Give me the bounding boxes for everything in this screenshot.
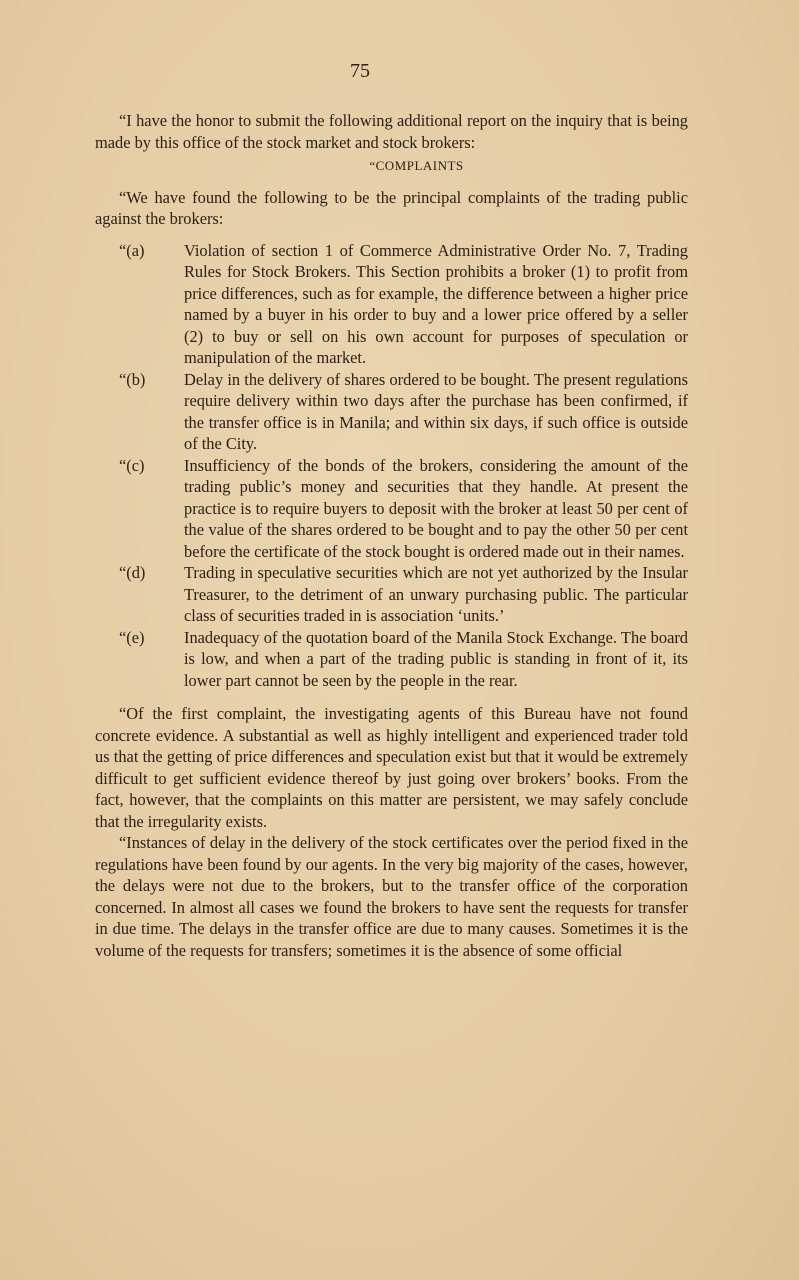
list-item-text: Inadequacy of the quotation board of the Manila Stock Exchange. The board is low, and when a part of the trading public is standing in front of it, its lower part cannot be seen by the people in the rear. [184,627,688,690]
section-heading: “COMPLAINTS [369,158,464,173]
intro-paragraph: “I have the honor to submit the following additional report on the inquiry that is being made by this office of the stock market and stock brokers: [95,111,688,152]
list-item-text: Insufficiency of the bonds of the brokers, considering the amount of the trading public’s money and securities that they handle. At present the practice is to require buyers to deposit with the broker at least 50 per cent of the value of the shares ordered to be bought and to pay the other 50 per cent before the certificate of the stock bought is ordered made out in their names. [184,455,688,561]
complaints-intro-paragraph: “We have found the following to be the principal complaints of the trading public against the brokers: [95,187,688,228]
list-item [119,455,688,563]
paragraph-delivery-delays: “Instances of delay in the delivery of the stock certificates over the period fixed in the regulations have been found by our agents. In the very big majority of the cases, however, the delays were not due to the brokers, but to the transfer office of the corporation concerned. In almost all cases we found the brokers to have sent the requests for transfer in due time. The delays in the transfer office are due to many causes. Sometimes it is the volume of the requests for transfers; sometimes it is the absence of some official [95,833,688,960]
paragraph-first-complaint: “Of the first complaint, the investigating agents of this Bureau have not found concrete evidence. A substantial as well as highly intelligent and experienced trader told us that the getting of price differences and speculation exist but that it would be extremely difficult to get sufficient evidence thereof by just going over brokers’ books. From the fact, however, that the complaints on this matter are persistent, we may safely conclude that the irregularity exists. [95,704,688,831]
list-item-text: Violation of section 1 of Commerce Administrative Order No. 7, Trading Rules for Stock Brokers. This Section prohibits a broker (1) to profit from price differences, such as for example, the difference between a higher price named by a buyer in his order to buy and a lower price offered by a seller (2) to buy or sell on his own account for purposes of speculation or manipulation of the market. [184,240,688,367]
list-item-label: “(a) [119,240,145,260]
list-item-label: “(c) [119,455,145,475]
body-text [95,110,688,961]
list-item [119,627,688,692]
list-item-label: “(b) [119,369,146,389]
list-item [119,240,688,369]
list-item [119,369,688,455]
list-item-label: “(e) [119,627,145,647]
page-number: 75 [350,60,370,82]
list-item-text: Delay in the delivery of shares ordered to be bought. The present regulations require delivery within two days after the purchase has been confirmed, if the transfer office is in Manila; and within six days, if such office is outside of the City. [184,369,688,453]
list-item [119,562,688,627]
list-item-text: Trading in speculative securities which are not yet authorized by the Insular Treasurer, to the detriment of an unwary purchasing public. The particular class of securities traded in is association ‘units.’ [184,563,688,625]
list-item-label: “(d) [119,563,146,582]
